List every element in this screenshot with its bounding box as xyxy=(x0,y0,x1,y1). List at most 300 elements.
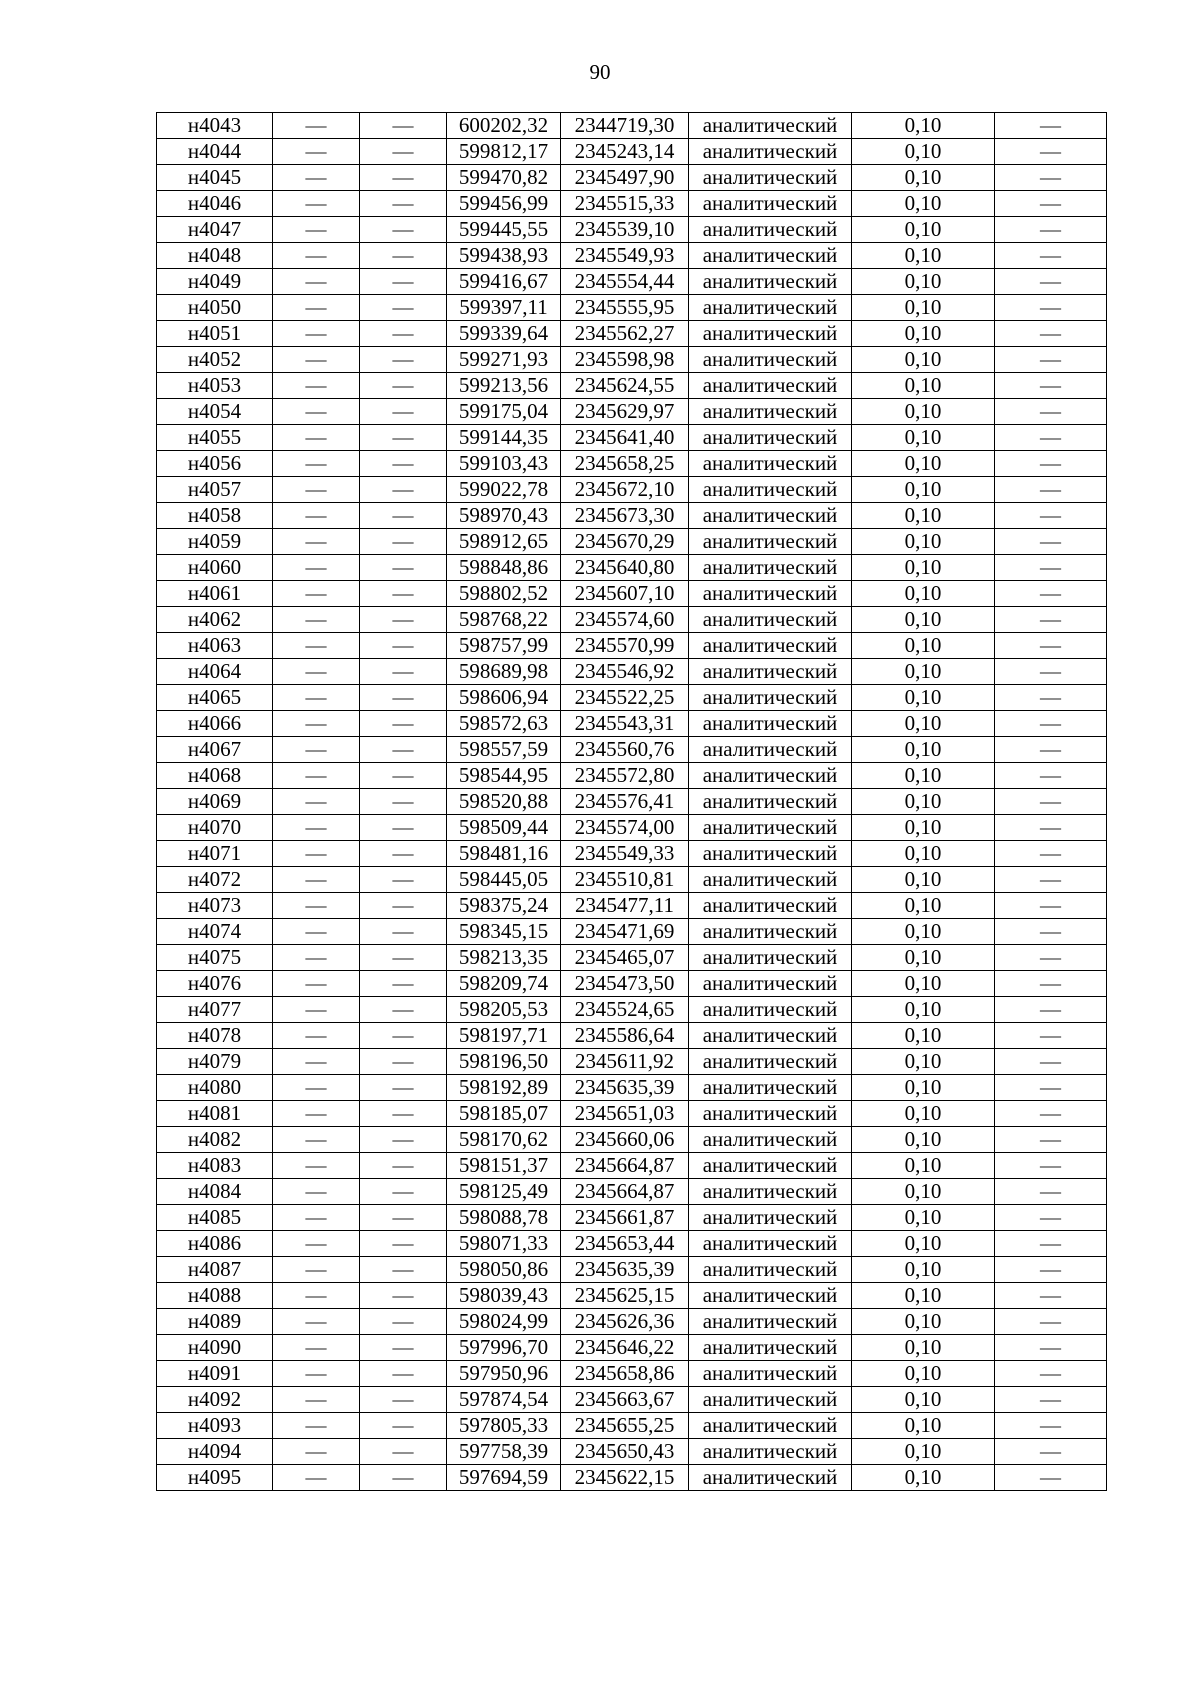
empty-cell-3: — xyxy=(995,997,1107,1023)
table-row xyxy=(157,893,1107,919)
x-coordinate-cell: 599456,99 xyxy=(447,191,561,217)
x-coordinate-cell: 599339,64 xyxy=(447,321,561,347)
empty-cell-2: — xyxy=(360,165,447,191)
x-coordinate-cell: 597950,96 xyxy=(447,1361,561,1387)
empty-cell-3: — xyxy=(995,113,1107,139)
empty-cell-2: — xyxy=(360,529,447,555)
empty-cell-3: — xyxy=(995,1439,1107,1465)
empty-cell-2: — xyxy=(360,503,447,529)
empty-cell-1: — xyxy=(273,581,360,607)
method-cell: аналитический xyxy=(689,1205,852,1231)
empty-cell-1: — xyxy=(273,425,360,451)
empty-cell-1: — xyxy=(273,1023,360,1049)
empty-cell-3: — xyxy=(995,867,1107,893)
x-coordinate-cell: 598375,24 xyxy=(447,893,561,919)
empty-cell-3: — xyxy=(995,1075,1107,1101)
method-cell: аналитический xyxy=(689,659,852,685)
empty-cell-3: — xyxy=(995,1179,1107,1205)
x-coordinate-cell: 599397,11 xyxy=(447,295,561,321)
x-coordinate-cell: 598520,88 xyxy=(447,789,561,815)
point-id-cell: н4082 xyxy=(157,1127,273,1153)
empty-cell-1: — xyxy=(273,1309,360,1335)
empty-cell-2: — xyxy=(360,243,447,269)
point-id-cell: н4092 xyxy=(157,1387,273,1413)
empty-cell-1: — xyxy=(273,893,360,919)
table-row xyxy=(157,165,1107,191)
table-row xyxy=(157,711,1107,737)
y-coordinate-cell: 2345629,97 xyxy=(561,399,689,425)
y-coordinate-cell: 2345477,11 xyxy=(561,893,689,919)
x-coordinate-cell: 598125,49 xyxy=(447,1179,561,1205)
x-coordinate-cell: 598345,15 xyxy=(447,919,561,945)
point-id-cell: н4047 xyxy=(157,217,273,243)
empty-cell-3: — xyxy=(995,217,1107,243)
accuracy-cell: 0,10 xyxy=(852,451,995,477)
empty-cell-3: — xyxy=(995,399,1107,425)
empty-cell-2: — xyxy=(360,763,447,789)
point-id-cell: н4046 xyxy=(157,191,273,217)
empty-cell-3: — xyxy=(995,529,1107,555)
point-id-cell: н4055 xyxy=(157,425,273,451)
empty-cell-2: — xyxy=(360,685,447,711)
empty-cell-2: — xyxy=(360,1049,447,1075)
y-coordinate-cell: 2345622,15 xyxy=(561,1465,689,1491)
x-coordinate-cell: 599213,56 xyxy=(447,373,561,399)
method-cell: аналитический xyxy=(689,529,852,555)
empty-cell-2: — xyxy=(360,1205,447,1231)
accuracy-cell: 0,10 xyxy=(852,1309,995,1335)
empty-cell-3: — xyxy=(995,1257,1107,1283)
coordinates-table xyxy=(156,112,1107,1491)
table-row xyxy=(157,347,1107,373)
empty-cell-2: — xyxy=(360,1075,447,1101)
y-coordinate-cell: 2345626,36 xyxy=(561,1309,689,1335)
empty-cell-3: — xyxy=(995,1387,1107,1413)
table-row xyxy=(157,1413,1107,1439)
empty-cell-3: — xyxy=(995,139,1107,165)
x-coordinate-cell: 599445,55 xyxy=(447,217,561,243)
empty-cell-1: — xyxy=(273,165,360,191)
point-id-cell: н4079 xyxy=(157,1049,273,1075)
point-id-cell: н4084 xyxy=(157,1179,273,1205)
accuracy-cell: 0,10 xyxy=(852,529,995,555)
x-coordinate-cell: 598170,62 xyxy=(447,1127,561,1153)
y-coordinate-cell: 2345672,10 xyxy=(561,477,689,503)
accuracy-cell: 0,10 xyxy=(852,893,995,919)
empty-cell-3: — xyxy=(995,1413,1107,1439)
y-coordinate-cell: 2345607,10 xyxy=(561,581,689,607)
y-coordinate-cell: 2345465,07 xyxy=(561,945,689,971)
x-coordinate-cell: 597805,33 xyxy=(447,1413,561,1439)
x-coordinate-cell: 598192,89 xyxy=(447,1075,561,1101)
empty-cell-1: — xyxy=(273,607,360,633)
empty-cell-1: — xyxy=(273,139,360,165)
y-coordinate-cell: 2345586,64 xyxy=(561,1023,689,1049)
empty-cell-3: — xyxy=(995,1335,1107,1361)
method-cell: аналитический xyxy=(689,919,852,945)
empty-cell-1: — xyxy=(273,295,360,321)
x-coordinate-cell: 600202,32 xyxy=(447,113,561,139)
x-coordinate-cell: 598912,65 xyxy=(447,529,561,555)
y-coordinate-cell: 2345554,44 xyxy=(561,269,689,295)
empty-cell-1: — xyxy=(273,659,360,685)
x-coordinate-cell: 598606,94 xyxy=(447,685,561,711)
table-row xyxy=(157,633,1107,659)
empty-cell-3: — xyxy=(995,321,1107,347)
point-id-cell: н4071 xyxy=(157,841,273,867)
empty-cell-3: — xyxy=(995,1023,1107,1049)
y-coordinate-cell: 2345539,10 xyxy=(561,217,689,243)
point-id-cell: н4060 xyxy=(157,555,273,581)
y-coordinate-cell: 2345549,33 xyxy=(561,841,689,867)
empty-cell-3: — xyxy=(995,451,1107,477)
method-cell: аналитический xyxy=(689,503,852,529)
empty-cell-1: — xyxy=(273,763,360,789)
empty-cell-1: — xyxy=(273,1439,360,1465)
x-coordinate-cell: 599438,93 xyxy=(447,243,561,269)
empty-cell-2: — xyxy=(360,659,447,685)
empty-cell-3: — xyxy=(995,581,1107,607)
x-coordinate-cell: 599022,78 xyxy=(447,477,561,503)
empty-cell-1: — xyxy=(273,737,360,763)
table-row xyxy=(157,1153,1107,1179)
empty-cell-1: — xyxy=(273,373,360,399)
method-cell: аналитический xyxy=(689,633,852,659)
x-coordinate-cell: 598572,63 xyxy=(447,711,561,737)
point-id-cell: н4064 xyxy=(157,659,273,685)
accuracy-cell: 0,10 xyxy=(852,1101,995,1127)
method-cell: аналитический xyxy=(689,113,852,139)
accuracy-cell: 0,10 xyxy=(852,971,995,997)
accuracy-cell: 0,10 xyxy=(852,841,995,867)
empty-cell-1: — xyxy=(273,633,360,659)
x-coordinate-cell: 599812,17 xyxy=(447,139,561,165)
empty-cell-3: — xyxy=(995,815,1107,841)
x-coordinate-cell: 599271,93 xyxy=(447,347,561,373)
method-cell: аналитический xyxy=(689,477,852,503)
empty-cell-2: — xyxy=(360,1023,447,1049)
y-coordinate-cell: 2345510,81 xyxy=(561,867,689,893)
empty-cell-1: — xyxy=(273,321,360,347)
empty-cell-2: — xyxy=(360,477,447,503)
empty-cell-2: — xyxy=(360,1413,447,1439)
empty-cell-1: — xyxy=(273,685,360,711)
empty-cell-3: — xyxy=(995,737,1107,763)
x-coordinate-cell: 598213,35 xyxy=(447,945,561,971)
x-coordinate-cell: 598209,74 xyxy=(447,971,561,997)
method-cell: аналитический xyxy=(689,763,852,789)
empty-cell-1: — xyxy=(273,503,360,529)
accuracy-cell: 0,10 xyxy=(852,399,995,425)
y-coordinate-cell: 2345640,80 xyxy=(561,555,689,581)
y-coordinate-cell: 2345658,25 xyxy=(561,451,689,477)
empty-cell-1: — xyxy=(273,1153,360,1179)
accuracy-cell: 0,10 xyxy=(852,1439,995,1465)
accuracy-cell: 0,10 xyxy=(852,269,995,295)
empty-cell-1: — xyxy=(273,555,360,581)
point-id-cell: н4052 xyxy=(157,347,273,373)
point-id-cell: н4061 xyxy=(157,581,273,607)
accuracy-cell: 0,10 xyxy=(852,815,995,841)
x-coordinate-cell: 598039,43 xyxy=(447,1283,561,1309)
y-coordinate-cell: 2345574,00 xyxy=(561,815,689,841)
accuracy-cell: 0,10 xyxy=(852,737,995,763)
accuracy-cell: 0,10 xyxy=(852,1127,995,1153)
accuracy-cell: 0,10 xyxy=(852,113,995,139)
empty-cell-2: — xyxy=(360,191,447,217)
empty-cell-3: — xyxy=(995,1153,1107,1179)
method-cell: аналитический xyxy=(689,1465,852,1491)
table-row xyxy=(157,217,1107,243)
y-coordinate-cell: 2345670,29 xyxy=(561,529,689,555)
method-cell: аналитический xyxy=(689,815,852,841)
table-row xyxy=(157,1335,1107,1361)
point-id-cell: н4044 xyxy=(157,139,273,165)
empty-cell-1: — xyxy=(273,243,360,269)
method-cell: аналитический xyxy=(689,1127,852,1153)
x-coordinate-cell: 597694,59 xyxy=(447,1465,561,1491)
empty-cell-2: — xyxy=(360,347,447,373)
point-id-cell: н4085 xyxy=(157,1205,273,1231)
y-coordinate-cell: 2345664,87 xyxy=(561,1179,689,1205)
point-id-cell: н4054 xyxy=(157,399,273,425)
empty-cell-2: — xyxy=(360,997,447,1023)
table-row xyxy=(157,971,1107,997)
empty-cell-3: — xyxy=(995,1283,1107,1309)
empty-cell-3: — xyxy=(995,243,1107,269)
accuracy-cell: 0,10 xyxy=(852,1335,995,1361)
method-cell: аналитический xyxy=(689,1049,852,1075)
point-id-cell: н4095 xyxy=(157,1465,273,1491)
empty-cell-1: — xyxy=(273,841,360,867)
method-cell: аналитический xyxy=(689,1179,852,1205)
empty-cell-3: — xyxy=(995,685,1107,711)
empty-cell-1: — xyxy=(273,789,360,815)
y-coordinate-cell: 2344719,30 xyxy=(561,113,689,139)
x-coordinate-cell: 598768,22 xyxy=(447,607,561,633)
table-row xyxy=(157,425,1107,451)
point-id-cell: н4089 xyxy=(157,1309,273,1335)
empty-cell-2: — xyxy=(360,945,447,971)
x-coordinate-cell: 598197,71 xyxy=(447,1023,561,1049)
point-id-cell: н4067 xyxy=(157,737,273,763)
accuracy-cell: 0,10 xyxy=(852,919,995,945)
empty-cell-2: — xyxy=(360,1101,447,1127)
empty-cell-3: — xyxy=(995,633,1107,659)
empty-cell-3: — xyxy=(995,659,1107,685)
method-cell: аналитический xyxy=(689,1361,852,1387)
empty-cell-2: — xyxy=(360,841,447,867)
empty-cell-3: — xyxy=(995,1309,1107,1335)
y-coordinate-cell: 2345546,92 xyxy=(561,659,689,685)
point-id-cell: н4068 xyxy=(157,763,273,789)
accuracy-cell: 0,10 xyxy=(852,1231,995,1257)
empty-cell-1: — xyxy=(273,919,360,945)
empty-cell-3: — xyxy=(995,165,1107,191)
table-row xyxy=(157,113,1107,139)
point-id-cell: н4070 xyxy=(157,815,273,841)
point-id-cell: н4059 xyxy=(157,529,273,555)
method-cell: аналитический xyxy=(689,425,852,451)
method-cell: аналитический xyxy=(689,1439,852,1465)
point-id-cell: н4080 xyxy=(157,1075,273,1101)
point-id-cell: н4094 xyxy=(157,1439,273,1465)
empty-cell-2: — xyxy=(360,113,447,139)
empty-cell-2: — xyxy=(360,217,447,243)
y-coordinate-cell: 2345635,39 xyxy=(561,1257,689,1283)
table-row xyxy=(157,139,1107,165)
point-id-cell: н4048 xyxy=(157,243,273,269)
empty-cell-1: — xyxy=(273,1335,360,1361)
table-row xyxy=(157,685,1107,711)
x-coordinate-cell: 598848,86 xyxy=(447,555,561,581)
method-cell: аналитический xyxy=(689,555,852,581)
empty-cell-3: — xyxy=(995,919,1107,945)
empty-cell-3: — xyxy=(995,1205,1107,1231)
table-row xyxy=(157,191,1107,217)
y-coordinate-cell: 2345576,41 xyxy=(561,789,689,815)
y-coordinate-cell: 2345524,65 xyxy=(561,997,689,1023)
table-row xyxy=(157,607,1107,633)
accuracy-cell: 0,10 xyxy=(852,425,995,451)
empty-cell-1: — xyxy=(273,711,360,737)
empty-cell-1: — xyxy=(273,1257,360,1283)
method-cell: аналитический xyxy=(689,737,852,763)
empty-cell-2: — xyxy=(360,1283,447,1309)
empty-cell-2: — xyxy=(360,1153,447,1179)
method-cell: аналитический xyxy=(689,789,852,815)
method-cell: аналитический xyxy=(689,139,852,165)
method-cell: аналитический xyxy=(689,347,852,373)
empty-cell-1: — xyxy=(273,269,360,295)
empty-cell-2: — xyxy=(360,815,447,841)
empty-cell-2: — xyxy=(360,867,447,893)
y-coordinate-cell: 2345515,33 xyxy=(561,191,689,217)
empty-cell-3: — xyxy=(995,269,1107,295)
y-coordinate-cell: 2345560,76 xyxy=(561,737,689,763)
accuracy-cell: 0,10 xyxy=(852,139,995,165)
method-cell: аналитический xyxy=(689,581,852,607)
accuracy-cell: 0,10 xyxy=(852,1205,995,1231)
table-row xyxy=(157,555,1107,581)
y-coordinate-cell: 2345655,25 xyxy=(561,1413,689,1439)
empty-cell-2: — xyxy=(360,451,447,477)
point-id-cell: н4050 xyxy=(157,295,273,321)
method-cell: аналитический xyxy=(689,841,852,867)
empty-cell-2: — xyxy=(360,633,447,659)
method-cell: аналитический xyxy=(689,1387,852,1413)
empty-cell-1: — xyxy=(273,1465,360,1491)
method-cell: аналитический xyxy=(689,607,852,633)
accuracy-cell: 0,10 xyxy=(852,1387,995,1413)
x-coordinate-cell: 598088,78 xyxy=(447,1205,561,1231)
empty-cell-1: — xyxy=(273,867,360,893)
table-row xyxy=(157,295,1107,321)
point-id-cell: н4066 xyxy=(157,711,273,737)
method-cell: аналитический xyxy=(689,893,852,919)
empty-cell-3: — xyxy=(995,893,1107,919)
y-coordinate-cell: 2345661,87 xyxy=(561,1205,689,1231)
empty-cell-3: — xyxy=(995,971,1107,997)
accuracy-cell: 0,10 xyxy=(852,997,995,1023)
point-id-cell: н4081 xyxy=(157,1101,273,1127)
empty-cell-1: — xyxy=(273,451,360,477)
table-row xyxy=(157,373,1107,399)
accuracy-cell: 0,10 xyxy=(852,165,995,191)
x-coordinate-cell: 598757,99 xyxy=(447,633,561,659)
point-id-cell: н4062 xyxy=(157,607,273,633)
y-coordinate-cell: 2345572,80 xyxy=(561,763,689,789)
x-coordinate-cell: 598481,16 xyxy=(447,841,561,867)
empty-cell-2: — xyxy=(360,1179,447,1205)
empty-cell-3: — xyxy=(995,789,1107,815)
point-id-cell: н4056 xyxy=(157,451,273,477)
method-cell: аналитический xyxy=(689,321,852,347)
point-id-cell: н4091 xyxy=(157,1361,273,1387)
empty-cell-1: — xyxy=(273,399,360,425)
y-coordinate-cell: 2345562,27 xyxy=(561,321,689,347)
empty-cell-1: — xyxy=(273,1101,360,1127)
accuracy-cell: 0,10 xyxy=(852,867,995,893)
accuracy-cell: 0,10 xyxy=(852,191,995,217)
table-row xyxy=(157,243,1107,269)
table-row xyxy=(157,945,1107,971)
empty-cell-1: — xyxy=(273,217,360,243)
point-id-cell: н4051 xyxy=(157,321,273,347)
table-row xyxy=(157,1127,1107,1153)
empty-cell-1: — xyxy=(273,1413,360,1439)
method-cell: аналитический xyxy=(689,399,852,425)
empty-cell-3: — xyxy=(995,347,1107,373)
empty-cell-2: — xyxy=(360,399,447,425)
accuracy-cell: 0,10 xyxy=(852,243,995,269)
accuracy-cell: 0,10 xyxy=(852,581,995,607)
table-row xyxy=(157,997,1107,1023)
method-cell: аналитический xyxy=(689,1153,852,1179)
table-row xyxy=(157,659,1107,685)
y-coordinate-cell: 2345570,99 xyxy=(561,633,689,659)
table-row xyxy=(157,1309,1107,1335)
table-row xyxy=(157,1075,1107,1101)
empty-cell-2: — xyxy=(360,711,447,737)
x-coordinate-cell: 598445,05 xyxy=(447,867,561,893)
table-row xyxy=(157,1231,1107,1257)
point-id-cell: н4049 xyxy=(157,269,273,295)
x-coordinate-cell: 599416,67 xyxy=(447,269,561,295)
accuracy-cell: 0,10 xyxy=(852,555,995,581)
accuracy-cell: 0,10 xyxy=(852,1465,995,1491)
empty-cell-2: — xyxy=(360,1231,447,1257)
empty-cell-1: — xyxy=(273,1361,360,1387)
table-row xyxy=(157,1049,1107,1075)
table-row xyxy=(157,399,1107,425)
point-id-cell: н4045 xyxy=(157,165,273,191)
empty-cell-1: — xyxy=(273,1387,360,1413)
point-id-cell: н4088 xyxy=(157,1283,273,1309)
method-cell: аналитический xyxy=(689,711,852,737)
method-cell: аналитический xyxy=(689,269,852,295)
method-cell: аналитический xyxy=(689,1231,852,1257)
y-coordinate-cell: 2345543,31 xyxy=(561,711,689,737)
table-row xyxy=(157,789,1107,815)
method-cell: аналитический xyxy=(689,945,852,971)
empty-cell-1: — xyxy=(273,347,360,373)
y-coordinate-cell: 2345497,90 xyxy=(561,165,689,191)
empty-cell-1: — xyxy=(273,1283,360,1309)
point-id-cell: н4072 xyxy=(157,867,273,893)
accuracy-cell: 0,10 xyxy=(852,763,995,789)
y-coordinate-cell: 2345641,40 xyxy=(561,425,689,451)
